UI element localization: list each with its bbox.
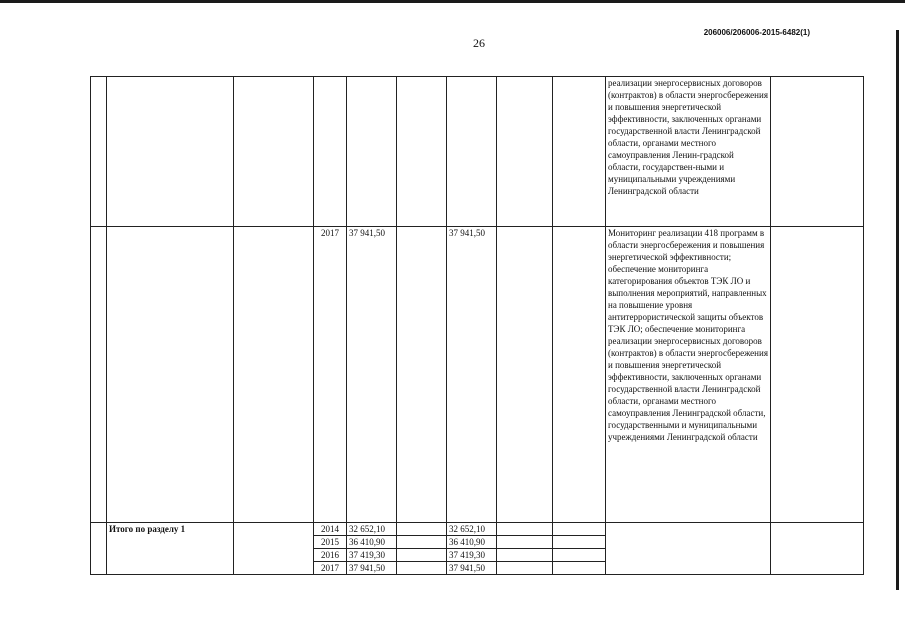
cell-executor <box>234 523 314 575</box>
cell-total: 37 941,50 <box>347 227 397 523</box>
cell-regional: 32 652,10 <box>447 523 497 536</box>
cell-federal <box>397 536 447 549</box>
cell-local <box>497 536 553 549</box>
cell-measure <box>107 77 234 227</box>
cell-local <box>497 523 553 536</box>
cell-regional: 36 410,90 <box>447 536 497 549</box>
cell-year: 2014 <box>314 523 347 536</box>
cell-other <box>553 536 606 549</box>
cell-total <box>347 77 397 227</box>
cell-description: Мониторинг реализации 418 программ в области энергосбережения и повышения энергетической эффективности; обеспечение мониторинга категорирования объектов ТЭК ЛО и выполнения мероприятий, направленных на повышение уровня антитеррористической защиты объектов ТЭК ЛО; обеспечение мониторинга реализации энергосервисных договоров (контрактов) в области энергосбережения и повышения энергетической эффективности, заключенных органами государственной власти Ленинградской области, органами местного самоуправления Ленинградской области, государственными и муниципальными учреждениями Ленинградской области <box>606 227 771 523</box>
cell-federal <box>397 227 447 523</box>
cell-regional: 37 419,30 <box>447 549 497 562</box>
cell-regional <box>447 77 497 227</box>
cell-local <box>497 227 553 523</box>
cell-total: 37 941,50 <box>347 562 397 575</box>
cell-regional: 37 941,50 <box>447 562 497 575</box>
cell-measure <box>107 227 234 523</box>
cell-year: 2016 <box>314 549 347 562</box>
cell-other <box>553 562 606 575</box>
right-margin-line <box>896 30 899 590</box>
cell-index <box>91 227 107 523</box>
cell-year: 2017 <box>314 227 347 523</box>
cell-other <box>553 77 606 227</box>
table-row-continuation <box>91 77 864 227</box>
section-total-label: Итого по разделу 1 <box>107 523 234 575</box>
cell-year <box>314 77 347 227</box>
cell-other <box>553 227 606 523</box>
budget-table <box>90 76 864 575</box>
cell-local <box>497 549 553 562</box>
table-row-total-2014 <box>91 523 864 536</box>
page-number: 26 <box>473 36 485 50</box>
cell-federal <box>397 523 447 536</box>
cell-year: 2015 <box>314 536 347 549</box>
cell-executor <box>234 77 314 227</box>
cell-year: 2017 <box>314 562 347 575</box>
cell-notes <box>771 77 864 227</box>
top-border-line <box>0 0 905 3</box>
cell-description <box>606 523 771 575</box>
cell-total: 36 410,90 <box>347 536 397 549</box>
cell-local <box>497 562 553 575</box>
cell-total: 37 419,30 <box>347 549 397 562</box>
cell-executor <box>234 227 314 523</box>
cell-other <box>553 549 606 562</box>
cell-index <box>91 77 107 227</box>
cell-federal <box>397 549 447 562</box>
cell-notes <box>771 523 864 575</box>
cell-notes <box>771 227 864 523</box>
cell-regional: 37 941,50 <box>447 227 497 523</box>
cell-total: 32 652,10 <box>347 523 397 536</box>
table-row-2017 <box>91 227 864 523</box>
cell-federal <box>397 562 447 575</box>
cell-federal <box>397 77 447 227</box>
cell-index <box>91 523 107 575</box>
cell-other <box>553 523 606 536</box>
cell-description: реализации энергосервисных договоров (контрактов) в области энергосбережения и повышения энергетической эффективности, заключенных органами государственной власти Ленинградской области, органами местного самоуправления Ленин-градской области, государствен-ными и муниципальными учреждениями Ленинградской области <box>606 77 771 227</box>
cell-local <box>497 77 553 227</box>
document-id: 206006/206006-2015-6482(1) <box>703 28 810 37</box>
